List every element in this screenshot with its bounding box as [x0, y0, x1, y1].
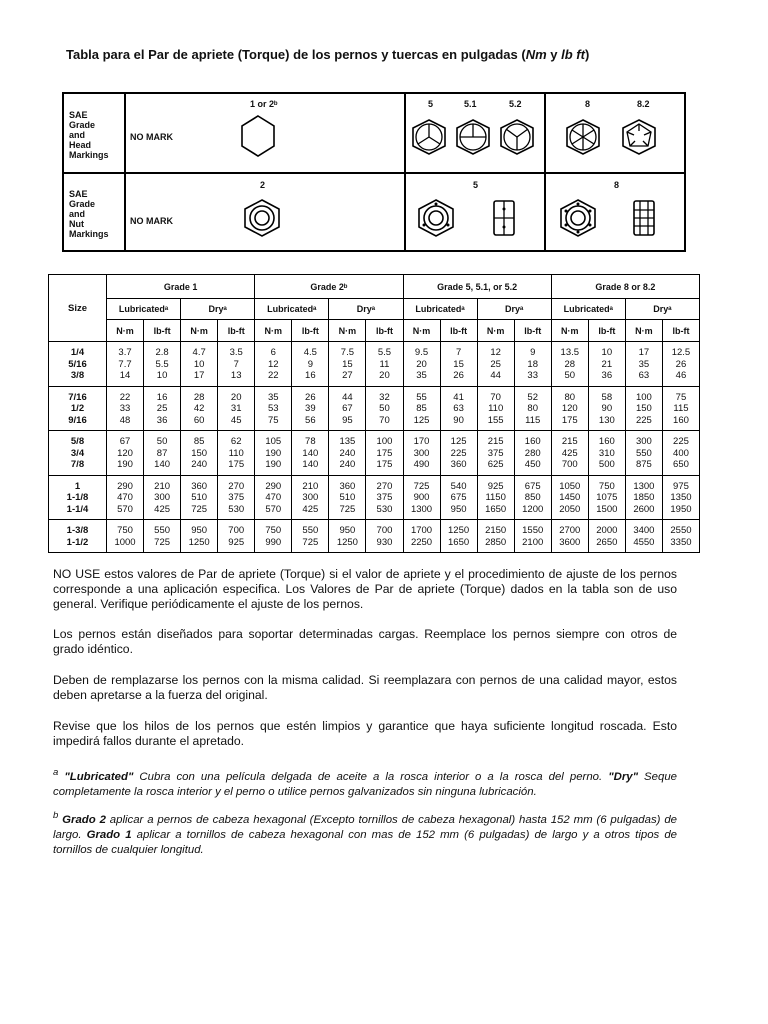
marking-col-divider: [544, 94, 546, 250]
value-cell: 270 375 530: [218, 475, 255, 520]
value-cell: 70 110 155: [477, 386, 514, 431]
nut-side-grade5-icon: [490, 198, 518, 238]
size-cell: 1/4 5/16 3/8: [49, 342, 107, 387]
paragraph-no-use: NO USE estos valores de Par de apriete (Torque) si el valor de apriete y el procedimiento de ajuste de los pernos corresponde a una aplicación especifica. Los Valores de Par de apriete (Torque) dados en la tabla son de uso general. Verifique periódicamente el ajuste de los pernos.: [53, 567, 677, 611]
size-cell: 7/16 1/2 9/16: [49, 386, 107, 431]
value-cell: 225 400 650: [662, 431, 699, 476]
unit-nm-header: N·m: [181, 320, 218, 342]
value-cell: 160 280 450: [514, 431, 551, 476]
value-cell: 1050 1450 2050: [551, 475, 588, 520]
value-cell: 950 1250: [181, 520, 218, 553]
unit-nm-header: N·m: [329, 320, 366, 342]
value-cell: 17 35 63: [625, 342, 662, 387]
value-cell: 1550 2100: [514, 520, 551, 553]
table-row: [49, 431, 700, 476]
value-cell: 85 150 240: [181, 431, 218, 476]
hex-head-plain-icon: [240, 114, 276, 158]
value-cell: 750 990: [255, 520, 292, 553]
head-grade-5-label: 5: [428, 99, 434, 109]
value-cell: 62 110 175: [218, 431, 255, 476]
no-mark-nut: NO MARK: [130, 216, 173, 226]
value-cell: 32 50 70: [366, 386, 403, 431]
value-cell: 3.7 7.7 14: [107, 342, 144, 387]
value-cell: 160 310 500: [588, 431, 625, 476]
footnote-a: $^a$ "Lubricated" Cubra con una película delgada de aceite a la rosca interior o a la rosca del perno. "Dry" Seque completamente la rosca interior y el perno o utilice pernos galvanizados sin ninguna lubricación.: [53, 767, 677, 798]
unit-lbft-header: lb-ft: [440, 320, 477, 342]
marking-table: [62, 92, 686, 252]
value-cell: 360 510 725: [329, 475, 366, 520]
size-header: Size: [49, 275, 107, 342]
dry-header: Dryᵃ: [181, 299, 255, 320]
nut-grade-2-label: 2: [260, 180, 266, 190]
value-cell: 1700 2250: [403, 520, 440, 553]
value-cell: 80 120 175: [551, 386, 588, 431]
value-cell: 100 150 225: [625, 386, 662, 431]
hex-head-grade51-icon: [454, 118, 492, 156]
table-row: [49, 475, 700, 520]
unit-header-row: [49, 320, 700, 342]
torque-table: [48, 274, 700, 553]
unit-lbft-header: lb-ft: [514, 320, 551, 342]
value-cell: 41 63 90: [440, 386, 477, 431]
value-cell: 78 140 140: [292, 431, 329, 476]
table-row: [49, 386, 700, 431]
value-cell: 750 1075 1500: [588, 475, 625, 520]
value-cell: 550 725: [144, 520, 181, 553]
value-cell: 22 33 48: [107, 386, 144, 431]
dry-header: Dryᵃ: [329, 299, 403, 320]
unit-nm-header: N·m: [255, 320, 292, 342]
value-cell: 290 470 570: [107, 475, 144, 520]
value-cell: 4.5 9 16: [292, 342, 329, 387]
value-cell: 750 1000: [107, 520, 144, 553]
unit-lbft-header: lb-ft: [292, 320, 329, 342]
value-cell: 700 930: [366, 520, 403, 553]
value-cell: 215 375 625: [477, 431, 514, 476]
value-cell: 210 300 425: [292, 475, 329, 520]
value-cell: 35 53 75: [255, 386, 292, 431]
hex-nut-grade5-icon: [416, 198, 456, 238]
size-cell: 5/8 3/4 7/8: [49, 431, 107, 476]
value-cell: 58 90 130: [588, 386, 625, 431]
hex-nut-grade2-icon: [242, 198, 282, 238]
lubricated-header: Lubricatedᵃ: [551, 299, 625, 320]
hex-head-grade82-icon: [620, 118, 658, 156]
head-grade-8-label: 8: [585, 99, 591, 109]
value-cell: 26 39 56: [292, 386, 329, 431]
unit-nm-header: N·m: [403, 320, 440, 342]
paragraph-thread-check: Revise que los hilos de los pernos que estén limpios y garantice que haya suficiente longitud roscada. Esto impedirá fallos durante el apretado.: [53, 719, 677, 748]
size-cell: 1 1-1/8 1-1/4: [49, 475, 107, 520]
value-cell: 125 225 360: [440, 431, 477, 476]
value-cell: 20 31 45: [218, 386, 255, 431]
value-cell: 7.5 15 27: [329, 342, 366, 387]
value-cell: 9 18 33: [514, 342, 551, 387]
value-cell: 2550 3350: [662, 520, 699, 553]
grade-5-header: Grade 5, 5.1, or 5.2: [403, 275, 551, 299]
value-cell: 950 1250: [329, 520, 366, 553]
paragraph-design-loads: Los pernos están diseñados para soportar determinadas cargas. Reemplace los pernos siempre con otros de grado idéntico.: [53, 627, 677, 656]
value-cell: 300 550 875: [625, 431, 662, 476]
value-cell: 50 87 140: [144, 431, 181, 476]
value-cell: 290 470 570: [255, 475, 292, 520]
value-cell: 12.5 26 46: [662, 342, 699, 387]
size-cell: 1-3/8 1-1/2: [49, 520, 107, 553]
lubricated-header: Lubricatedᵃ: [255, 299, 329, 320]
value-cell: 6 12 22: [255, 342, 292, 387]
nut-marking-label: SAE Grade and Nut Markings: [69, 189, 109, 239]
value-cell: 2000 2650: [588, 520, 625, 553]
value-cell: 215 425 700: [551, 431, 588, 476]
lubricated-header: Lubricatedᵃ: [107, 299, 181, 320]
value-cell: 3.5 7 13: [218, 342, 255, 387]
title-close: ): [584, 47, 590, 62]
table-row: [49, 520, 700, 553]
unit-lbft-header: lb-ft: [144, 320, 181, 342]
value-cell: 2150 2850: [477, 520, 514, 553]
nut-grade-5-label: 5: [473, 180, 479, 190]
grade-2-header: Grade 2ᵇ: [255, 275, 403, 299]
value-cell: 725 900 1300: [403, 475, 440, 520]
head-marking-label: SAE Grade and Head Markings: [69, 110, 109, 160]
value-cell: 44 67 95: [329, 386, 366, 431]
value-cell: 5.5 11 20: [366, 342, 403, 387]
title-conjunction: y: [546, 47, 562, 62]
value-cell: 13.5 28 50: [551, 342, 588, 387]
value-cell: 925 1150 1650: [477, 475, 514, 520]
value-cell: 4.7 10 17: [181, 342, 218, 387]
value-cell: 55 85 125: [403, 386, 440, 431]
footnote-b: $^b$ Grado 2 aplicar a pernos de cabeza hexagonal (Excepto tornillos de cabeza hexagonal) hasta 152 mm (6 pulgadas) de largo. Grado 1 aplicar a tornillos de cabeza hexagonal con mas de 152 mm (6 pulgadas) de largo y a otros tipos de tornillos de cualquier longitud.: [53, 810, 677, 856]
head-grade-1-label: 1 or 2ᵇ: [250, 99, 278, 109]
value-cell: 67 120 190: [107, 431, 144, 476]
hex-nut-grade8-icon: [558, 198, 598, 238]
torque-body: [49, 342, 700, 553]
value-cell: 360 510 725: [181, 475, 218, 520]
value-cell: 100 175 175: [366, 431, 403, 476]
lubricated-header: Lubricatedᵃ: [403, 299, 477, 320]
value-cell: 16 25 36: [144, 386, 181, 431]
marking-col-divider: [124, 94, 126, 250]
value-cell: 2700 3600: [551, 520, 588, 553]
value-cell: 2.8 5.5 10: [144, 342, 181, 387]
value-cell: 3400 4550: [625, 520, 662, 553]
value-cell: 7 15 26: [440, 342, 477, 387]
value-cell: 28 42 60: [181, 386, 218, 431]
value-cell: 975 1350 1950: [662, 475, 699, 520]
grade-8-header: Grade 8 or 8.2: [551, 275, 699, 299]
value-cell: 9.5 20 35: [403, 342, 440, 387]
hex-head-grade8-icon: [564, 118, 602, 156]
unit-lbft-header: lb-ft: [588, 320, 625, 342]
value-cell: 10 21 36: [588, 342, 625, 387]
value-cell: 1250 1650: [440, 520, 477, 553]
unit-nm-header: N·m: [551, 320, 588, 342]
paragraph-replace-quality: Deben de remplazarse los pernos con la misma calidad. Si reemplazara con pernos de una calidad mayor, estos deben apretarse a la fuerza del original.: [53, 673, 677, 702]
unit-lbft-header: lb-ft: [218, 320, 255, 342]
page-title: [66, 47, 589, 62]
head-grade-52-label: 5.2: [509, 99, 522, 109]
value-cell: 270 375 530: [366, 475, 403, 520]
value-cell: 105 190 190: [255, 431, 292, 476]
table-row: [49, 342, 700, 387]
value-cell: 12 25 44: [477, 342, 514, 387]
value-cell: 135 240 240: [329, 431, 366, 476]
marking-row-divider: [64, 172, 684, 174]
title-text: Tabla para el Par de apriete (Torque) de los pernos y tuercas en pulgadas (: [66, 47, 526, 62]
value-cell: 52 80 115: [514, 386, 551, 431]
value-cell: 75 115 160: [662, 386, 699, 431]
dry-header: Dryᵃ: [477, 299, 551, 320]
unit-nm-header: N·m: [107, 320, 144, 342]
head-grade-51-label: 5.1: [464, 99, 477, 109]
hex-head-grade5-icon: [410, 118, 448, 156]
title-unit-lbft: lb ft: [561, 47, 585, 62]
value-cell: 210 300 425: [144, 475, 181, 520]
value-cell: 550 725: [292, 520, 329, 553]
no-mark-head: NO MARK: [130, 132, 173, 142]
value-cell: 170 300 490: [403, 431, 440, 476]
value-cell: 675 850 1200: [514, 475, 551, 520]
head-grade-82-label: 8.2: [637, 99, 650, 109]
unit-lbft-header: lb-ft: [366, 320, 403, 342]
dry-header: Dryᵃ: [625, 299, 699, 320]
value-cell: 1300 1850 2600: [625, 475, 662, 520]
nut-side-grade8-icon: [630, 198, 658, 238]
hex-head-grade52-icon: [498, 118, 536, 156]
value-cell: 700 925: [218, 520, 255, 553]
nut-grade-8-label: 8: [614, 180, 620, 190]
grade-1-header: Grade 1: [107, 275, 255, 299]
unit-lbft-header: lb-ft: [662, 320, 699, 342]
unit-nm-header: N·m: [477, 320, 514, 342]
marking-col-divider: [404, 94, 406, 250]
unit-nm-header: N·m: [625, 320, 662, 342]
value-cell: 540 675 950: [440, 475, 477, 520]
title-unit-nm: Nm: [525, 47, 547, 62]
